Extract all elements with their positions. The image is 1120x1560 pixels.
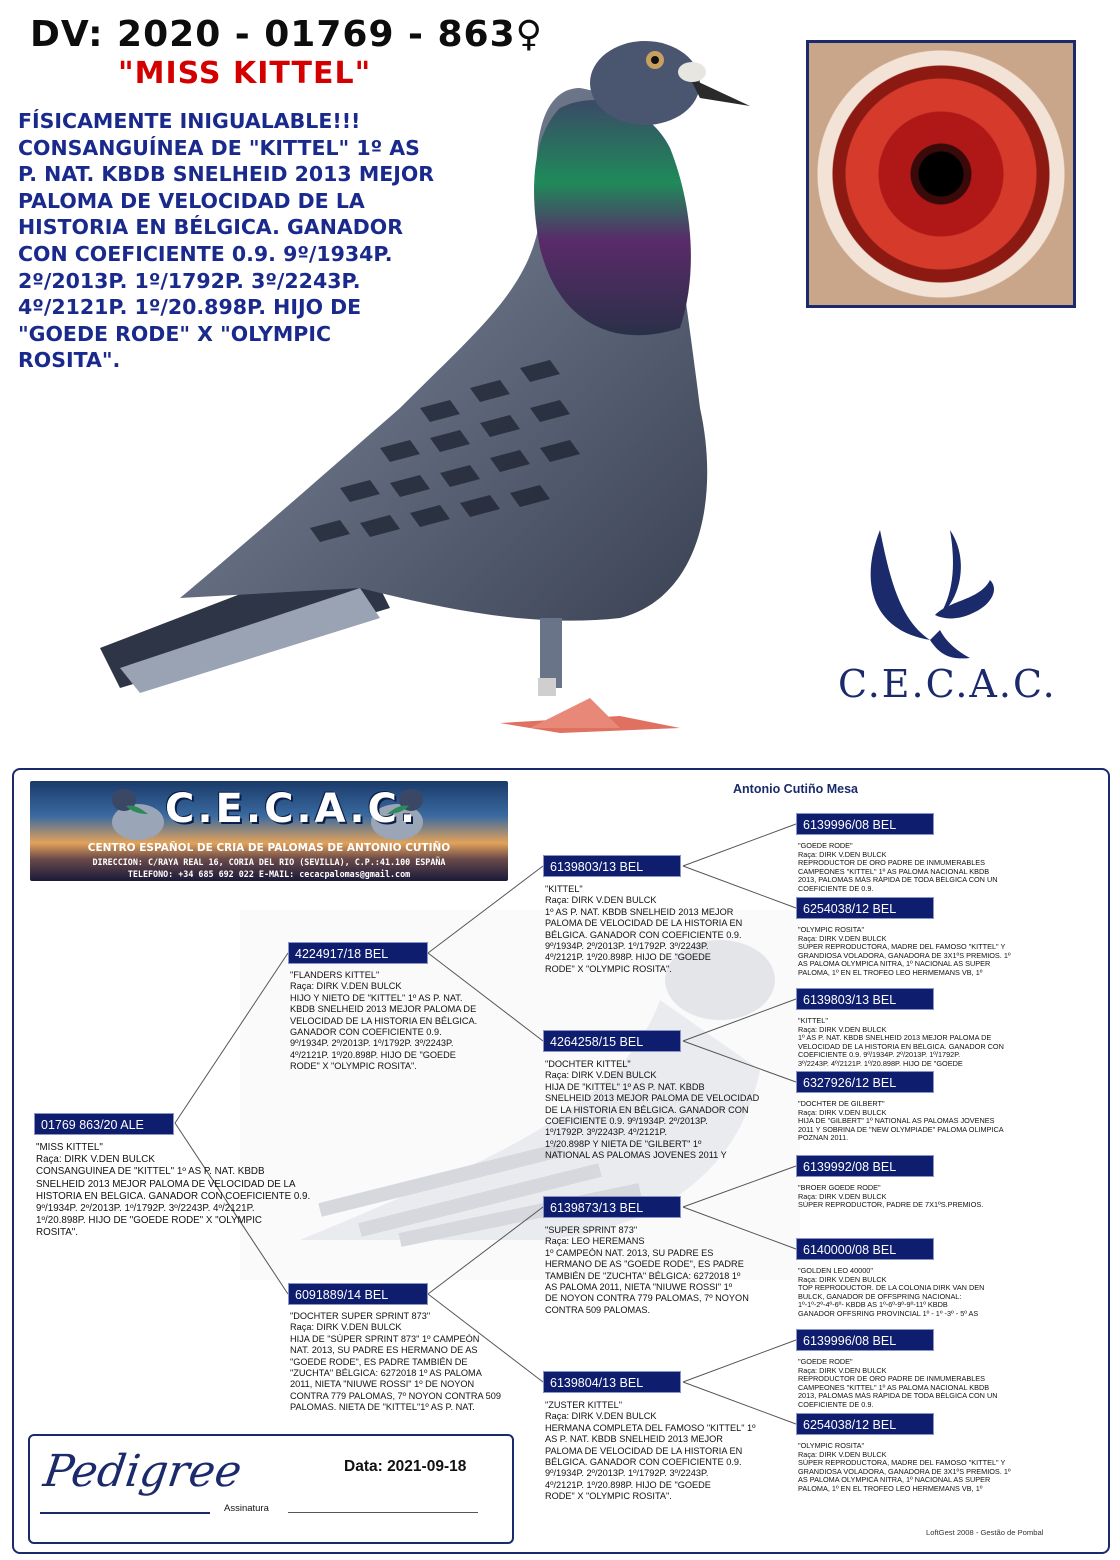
description-line: CON COEFICIENTE 0.9. 9º/1934P. <box>18 241 393 266</box>
info-line: PALOMA, 1º EN EL TROFEO LEO HERMEMANS VB, 1º <box>798 968 983 977</box>
info-line: POZNAN 2011. <box>798 1134 849 1143</box>
info-line: SÚPER REPRODUCTOR, PADRE DE 7X1ºS.PREMIOS. <box>798 1201 984 1210</box>
info-line: BÉLGICA. GANADOR CON COEFICIENTE 0.9. <box>545 1457 742 1468</box>
info-line: Raça: LEO HEREMANS <box>545 1236 645 1247</box>
info-line: GRANDIOSA VOLADORA, GANADORA DE 3X1ºS PREMIOS. 1º <box>798 1467 1011 1476</box>
info-line: "FLANDERS KITTEL" <box>290 970 380 980</box>
software-credit: LoftGest 2008 - Gestão de Pombal <box>926 1528 1044 1537</box>
info-line: Raça: DIRK V.DEN BULCK <box>545 1070 657 1081</box>
info-line: RODE" X "OLYMPIC ROSITA". <box>545 963 672 974</box>
info-line: CONTRA 509 PALOMAS. <box>545 1304 651 1315</box>
info-line: Raça: DIRK V.DEN BULCK <box>290 1322 402 1333</box>
info-line: AS PALOMA OLYMPICA NITRA, 1º NACIONAL AS SUPER <box>798 1476 991 1485</box>
info-line: 1º/1792P. 3º/2243P. 4º/2121P. <box>545 1127 667 1138</box>
description-line: FÍSICAMENTE INIGUALABLE!!! <box>18 109 361 133</box>
ring-number-title: DV: 2020 - 01769 - 863♀ <box>30 14 544 55</box>
pedigree-date: Data: 2021-09-18 <box>344 1458 467 1475</box>
info-line: Raça: DIRK V.DEN BULCK <box>798 1366 887 1375</box>
info-line: TOP REPRODUCTOR. DE LA COLONIA DIRK VAN DEN <box>798 1284 985 1293</box>
info-line: BULCK, GANADOR DE OFFSPRING NACIONAL: <box>798 1292 962 1301</box>
info-line: Raça: DIRK V.DEN BULCK <box>798 1025 887 1034</box>
subject-info <box>36 1142 366 1240</box>
info-line: 9º/1934P. 2º/2013P. 1º/1792P. 3º/2243P. 4º/2121P. <box>36 1203 255 1215</box>
info-line: 3º/2243P. 4º/2121P. 1º/20.898P. HIJO DE "GOEDE <box>798 1059 963 1068</box>
description-line: "GOEDE RODE" X "OLYMPIC <box>18 321 332 346</box>
info-line: KBDB SNELHEID 2013 MEJOR PALOMA DE <box>290 1004 477 1015</box>
g4-ring-box[interactable]: 6254038/12 BEL <box>796 897 934 919</box>
info-line: SNELHEID 2013 MEJOR PALOMA DE VELOCIDAD DE LA <box>36 1178 296 1190</box>
dd-ring-box[interactable]: 6139804/13 BEL <box>543 1371 681 1393</box>
info-line: RODE" X "OLYMPIC ROSITA". <box>290 1061 417 1072</box>
banner-title: C.E.C.A.C. <box>165 786 419 832</box>
description-line: P. NAT. KBDB SNELHEID 2013 MEJOR <box>18 162 435 187</box>
info-line: 2011, NIETA "NIUWE ROSSI" 1º DE NOYON <box>290 1379 475 1390</box>
sd-info <box>545 1059 790 1162</box>
breeder-name: Antonio Cutiño Mesa <box>733 782 858 796</box>
banner-subtitle: CENTRO ESPAÑOL DE CRIA DE PALOMAS DE ANTONIO CUTIÑO <box>87 842 451 854</box>
info-line: 1º/20.898P Y NIETA DE "GILBERT" 1º <box>545 1138 702 1149</box>
g4-info <box>798 1017 1048 1069</box>
info-line: "DOCHTER SUPER SPRINT 873" <box>290 1311 431 1321</box>
info-line: SÚPER REPRODUCTORA, MADRE DEL FAMOSO "KITTEL" Y <box>798 1459 1006 1468</box>
info-line: 1º AS P. NAT. KBDB SNELHEID 2013 MEJOR PALOMA DE <box>798 1034 992 1043</box>
sire-info <box>290 970 525 1073</box>
info-line: 1º-1º-2º-4º-6º- KBDB AS 1º-6º-9º-9º-11º KBDB <box>798 1301 948 1310</box>
info-line: ROSITA". <box>36 1227 78 1239</box>
description-line: 2º/2013P. 1º/1792P. 3º/2243P. <box>18 268 361 293</box>
info-line: 1º CAMPEÓN NAT. 2013, SU PADRE ES <box>545 1247 714 1258</box>
ds-info <box>545 1225 785 1316</box>
g4-info <box>798 1100 1048 1143</box>
info-line: "OLYMPIC ROSITA" <box>798 926 865 934</box>
pedigree-underline <box>40 1512 210 1514</box>
sd-ring-box[interactable]: 4264258/15 BEL <box>543 1030 681 1052</box>
dam-ring-box[interactable]: 6091889/14 BEL <box>288 1283 428 1305</box>
info-line: "ZUCHTA" BÉLGICA: 6272018 1º AS PALOMA <box>290 1368 482 1379</box>
info-line: COEFICIENTE 0.9. 9º/1934P. 2º/2013P. <box>545 1116 708 1127</box>
info-line: Raça: DIRK V.DEN BULCK <box>545 1411 657 1422</box>
banner-address: DIRECCION: C/RAYA REAL 16, CORIA DEL RIO (SEVILLA), C.P.:41.100 ESPAÑA <box>92 857 446 867</box>
description-line: PALOMA DE VELOCIDAD DE LA <box>18 188 365 213</box>
info-line: "KITTEL" <box>545 884 583 894</box>
sire-ring-box[interactable]: 4224917/18 BEL <box>288 942 428 964</box>
info-line: HERMANO DE AS "GOEDE RODE", ES PADRE <box>545 1259 744 1270</box>
info-line: PALOMA DE VELOCIDAD DE LA HISTORIA EN <box>545 1445 743 1456</box>
g4-ring-box[interactable]: 6254038/12 BEL <box>796 1413 934 1435</box>
info-line: VELOCIDAD DE LA HISTORIA EN BÉLGICA. <box>290 1015 478 1026</box>
g4-info <box>798 1267 1048 1319</box>
pigeon-name-title: "MISS KITTEL" <box>118 56 372 91</box>
info-line: CAMPEONES "KITTEL" 1º AS PALOMA NACIONAL KBDB <box>798 867 990 876</box>
info-line: SÚPER REPRODUCTORA, MADRE DEL FAMOSO "KITTEL" Y <box>798 943 1006 952</box>
info-line: Raça: DIRK V.DEN BULCK <box>798 1275 887 1284</box>
info-line: AS P. NAT. KBDB SNELHEID 2013 MEJOR <box>545 1434 723 1445</box>
info-line: PALOMA, 1º EN EL TROFEO LEO HERMEMANS VB, 1º <box>798 1484 983 1493</box>
info-line: "DOCHTER DE GILBERT" <box>798 1100 885 1108</box>
subject-ring-box[interactable]: 01769 863/20 ALE <box>34 1113 174 1135</box>
info-line: AS PALOMA 2011, NIETA "NIUWE ROSSI" 1º <box>545 1282 733 1293</box>
info-line: "GOEDE RODE", ES PADRE TAMBIÉN DE <box>290 1356 468 1367</box>
info-line: 9º/1934P. 2º/2013P. 1º/1792P. 3º/2243P. <box>545 941 709 952</box>
eye-photo <box>806 40 1076 308</box>
info-line: "BROER GOEDE RODE" <box>798 1184 881 1192</box>
info-line: CONTRA 779 PALOMAS, 7º NOYON CONTRA 509 <box>290 1390 501 1401</box>
info-line: "MISS KITTEL" <box>36 1142 103 1153</box>
info-line: Raça: DIRK V.DEN BULCK <box>545 895 657 906</box>
cecac-logo-icon <box>840 520 1010 670</box>
info-line: CAMPEONES "KITTEL" 1º AS PALOMA NACIONAL KBDB <box>798 1383 990 1392</box>
info-line: GRANDIOSA VOLADORA, GANADORA DE 3X1ºS PREMIOS. 1º <box>798 951 1011 960</box>
g4-ring-box[interactable]: 6139992/08 BEL <box>796 1155 934 1177</box>
info-line: VELOCIDAD DE LA HISTORIA EN BÉLGICA. GANADOR CON <box>798 1042 1004 1051</box>
signature-line[interactable] <box>288 1512 478 1513</box>
g4-ring-box[interactable]: 6139996/08 BEL <box>796 1329 934 1351</box>
info-line: NAT. 2013, SU PADRE ES HERMANO DE AS <box>290 1345 478 1356</box>
g4-info <box>798 926 1048 978</box>
info-line: "GOLDEN LEO 40000" <box>798 1267 873 1275</box>
dd-info <box>545 1400 790 1503</box>
info-line: "GOEDE RODE" <box>798 1358 853 1366</box>
info-line: BÉLGICA. GANADOR CON COEFICIENTE 0.9. <box>545 929 742 940</box>
g4-ring-box[interactable]: 6139803/13 BEL <box>796 988 934 1010</box>
description-line: CONSANGUÍNEA DE "KITTEL" 1º AS <box>18 135 420 160</box>
info-line: 4º/2121P. 1º/20.898P. HIJO DE "GOEDE <box>290 1049 456 1060</box>
info-line: 2011 Y SOBRINA DE "NEW OLYMPIADE" PALOMA OLIMPICA <box>798 1125 1004 1134</box>
info-line: DE LA HISTORIA EN BÉLGICA. GANADOR CON <box>545 1104 749 1115</box>
info-line: 1º/20.898P. HIJO DE "GOEDE RODE" X "OLYMPIC <box>36 1215 262 1227</box>
cecac-logo-text: C.E.C.A.C. <box>838 662 1057 706</box>
info-line: "ZUSTER KITTEL" <box>545 1400 622 1410</box>
info-line: Raça: DIRK V.DEN BULCK <box>798 1450 887 1459</box>
info-line: Raça: DIRK V.DEN BULCK <box>290 981 402 992</box>
description-line: HISTORIA EN BÉLGICA. GANADOR <box>18 215 403 240</box>
info-line: NATIONAL AS PALOMAS JOVENES 2011 Y <box>545 1150 727 1161</box>
banner-pigeon-icon <box>100 784 170 844</box>
banner-contact: TELEFONO: +34 685 692 022 E-MAIL: cecacpalomas@gmail.com <box>127 869 411 879</box>
ds-ring-box[interactable]: 6139873/13 BEL <box>543 1196 681 1218</box>
info-line: Raça: DIRK V.DEN BULCK <box>798 850 887 859</box>
description-line: ROSITA". <box>18 348 121 373</box>
info-line: COEFICIENTE DE 0.9. <box>798 884 874 893</box>
pedigree-wordmark: Pedigree <box>40 1446 245 1497</box>
info-line: HIJO Y NIETO DE "KITTEL" 1º AS P. NAT. <box>290 992 463 1003</box>
ss-ring-box[interactable]: 6139803/13 BEL <box>543 855 681 877</box>
info-line: "GOEDE RODE" <box>798 842 853 850</box>
g4-ring-box[interactable]: 6327926/12 BEL <box>796 1071 934 1093</box>
info-line: 4º/2121P. 1º/20.898P. HIJO DE "GOEDE <box>545 1479 711 1490</box>
g4-info <box>798 1442 1048 1494</box>
info-line: "SUPER SPRINT 873" <box>545 1225 638 1235</box>
info-line: 1º AS P. NAT. KBDB SNELHEID 2013 MEJOR <box>545 906 734 917</box>
info-line: Raça: DIRK V.DEN BULCK <box>798 934 887 943</box>
g4-info <box>798 1358 1048 1410</box>
info-line: Raça: DIRK V.DEN BULCK <box>798 1108 887 1117</box>
info-line: 2013, PALOMAS MÁS RÁPIDA DE TODA BÉLGICA CON UN <box>798 1392 998 1401</box>
g4-info <box>798 1184 1048 1210</box>
info-line: GANADOR OFFSRING PROVINCIAL 1º - 1º -3º - 5º AS <box>798 1309 979 1318</box>
info-line: CONSANGUÍNEA DE "KITTEL" 1º AS P. NAT. KBDB <box>36 1166 265 1178</box>
info-line: AS PALOMA OLYMPICA NITRA, 1º NACIONAL AS SUPER <box>798 960 991 969</box>
info-line: DE NOYON CONTRA 779 PALOMAS, 7º NOYON <box>545 1293 749 1304</box>
info-line: RODE" X "OLYMPIC ROSITA". <box>545 1491 672 1502</box>
signature-label: Assinatura <box>224 1503 269 1514</box>
dam-info <box>290 1311 530 1414</box>
g4-ring-box[interactable]: 6140000/08 BEL <box>796 1238 934 1260</box>
info-line: "DOCHTER KITTEL" <box>545 1059 631 1069</box>
g4-ring-box[interactable]: 6139996/08 BEL <box>796 813 934 835</box>
info-line: COEFICIENTE DE 0.9. <box>798 1400 874 1409</box>
info-line: HERMANA COMPLETA DEL FAMOSO "KITTEL" 1º <box>545 1422 756 1433</box>
info-line: HIJA DE "SÚPER SPRINT 873" 1º CAMPEÓN <box>290 1333 480 1344</box>
pigeon-photo <box>60 28 760 748</box>
info-line: PALOMAS. NIETA DE "KITTEL"1º AS P. NAT. <box>290 1402 475 1413</box>
info-line: REPRODUCTOR DE ORO PADRE DE INMUMERABLES <box>798 859 986 868</box>
info-line: 9º/1934P. 2º/2013P. 1º/1792P. 3º/2243P. <box>290 1038 454 1049</box>
info-line: 2013, PALOMAS MÁS RÁPIDA DE TODA BÉLGICA CON UN <box>798 876 998 885</box>
info-line: "KITTEL" <box>798 1017 828 1025</box>
info-line: 9º/1934P. 2º/2013P. 1º/1792P. 3º/2243P. <box>545 1468 709 1479</box>
info-line: "OLYMPIC ROSITA" <box>798 1442 865 1450</box>
info-line: PALOMA DE VELOCIDAD DE LA HISTORIA EN <box>545 918 743 929</box>
info-line: GANADOR CON COEFICIENTE 0.9. <box>290 1027 442 1038</box>
info-line: COEFICIENTE 0.9. 9º/1934P. 2º/2013P. 1º/1792P. <box>798 1051 961 1060</box>
info-line: Raça: DIRK V.DEN BULCK <box>36 1154 155 1166</box>
g4-info <box>798 842 1048 894</box>
ss-info <box>545 884 785 975</box>
info-line: HIJA DE "KITTEL" 1º AS P. NAT. KBDB <box>545 1081 705 1092</box>
info-line: REPRODUCTOR DE ORO PADRE DE INMUMERABLES <box>798 1375 986 1384</box>
info-line: Raça: DIRK V.DEN BULCK <box>798 1192 887 1201</box>
info-line: HISTORIA EN BÉLGICA. GANADOR CON COEFICIENTE 0.9. <box>36 1190 311 1202</box>
info-line: SNELHEID 2013 MEJOR PALOMA DE VELOCIDAD <box>545 1093 760 1104</box>
info-line: 4º/2121P. 1º/20.898P. HIJO DE "GOEDE <box>545 952 711 963</box>
info-line: TAMBIÉN DE "ZUCHTA" BÉLGICA: 6272018 1º <box>545 1270 741 1281</box>
info-line: HIJA DE "GILBERT" 1º NATIONAL AS PALOMAS JOVENES <box>798 1117 995 1126</box>
description-line: 4º/2121P. 1º/20.898P. HIJO DE <box>18 295 362 320</box>
